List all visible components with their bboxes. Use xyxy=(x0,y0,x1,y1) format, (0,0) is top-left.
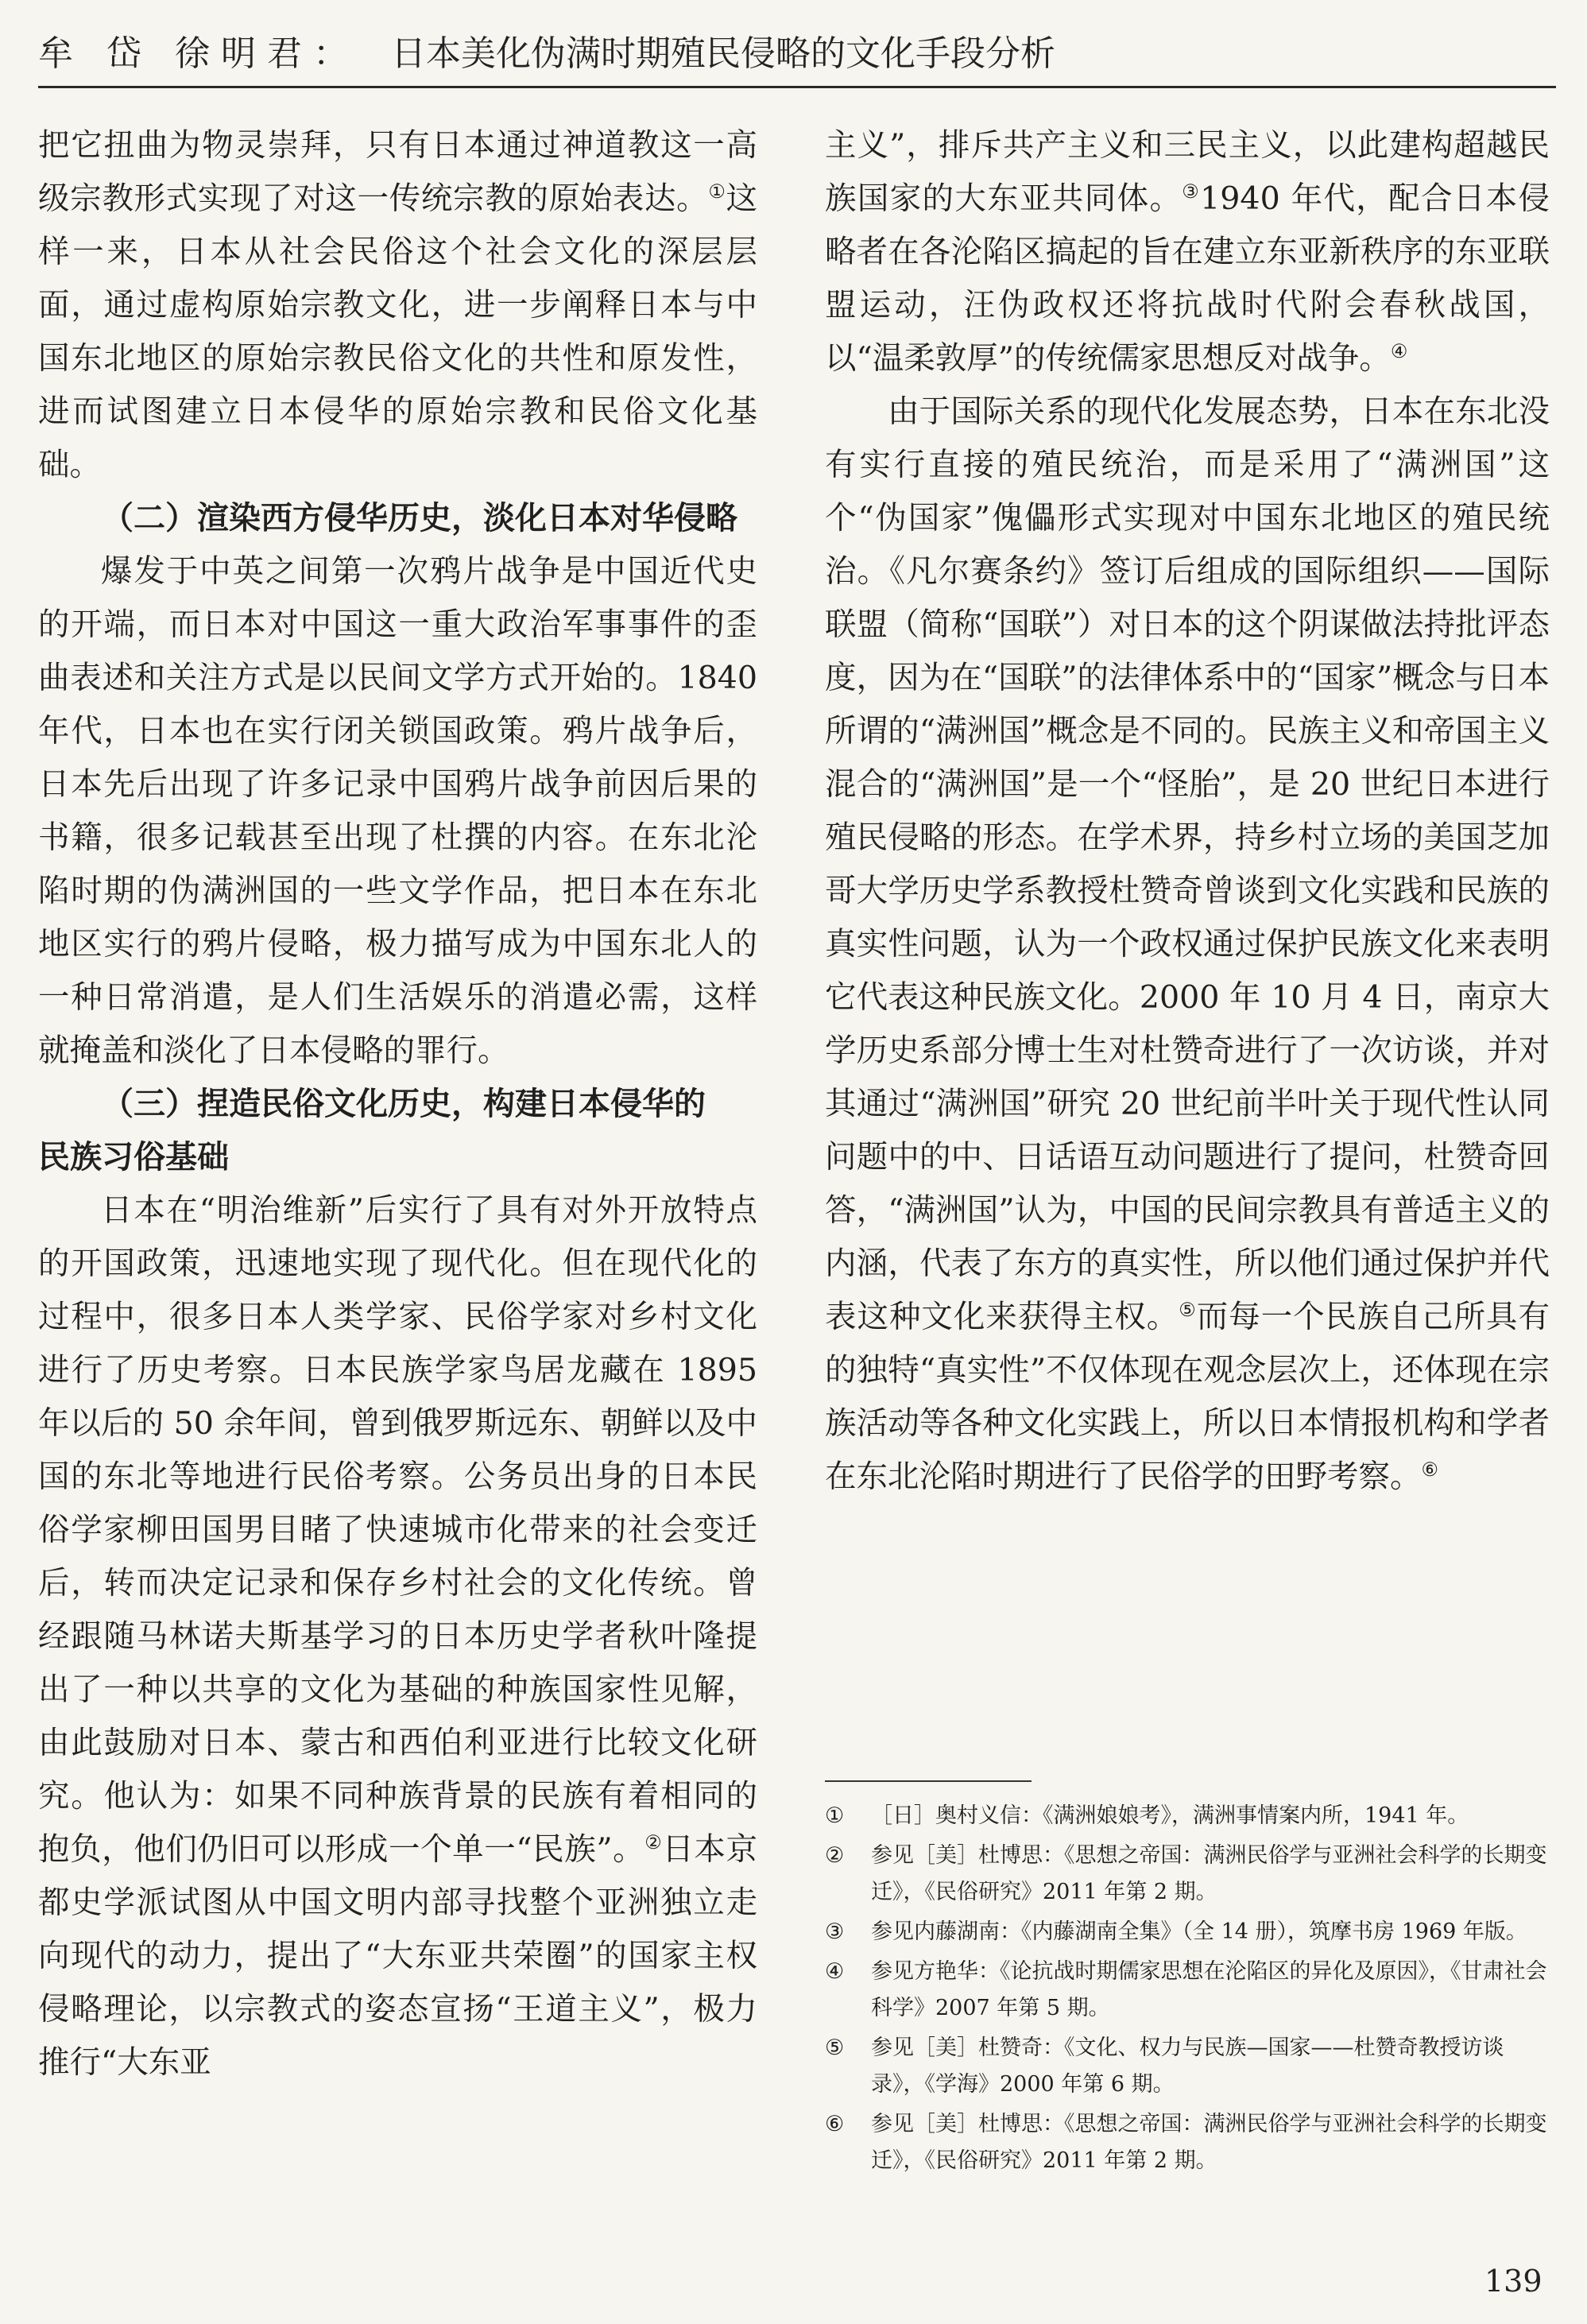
paragraph: 爆发于中英之间第一次鸦片战争是中国近代史的开端，而日本对中国这一重大政治军事事件的歪曲表述和关注方式是以民间文学方式开始的。1840 年代，日本也在实行闭关锁国政策。鸦片战争后，日本先后出现了许多记录中国鸦片战争前因后果的书籍，很多记载甚至出现了杜撰的内容。在东北沦陷时期的伪满洲国的一些文学作品，把日本在东北地区实行的鸦片侵略，极力描写成为中国东北人的一种日常消遣，是人们生活娱乐的消遣必需，这样就掩盖和淡化了日本侵略的罪行。 xyxy=(38,553,757,1069)
footnote-ref[interactable]: ④ xyxy=(1390,340,1408,362)
footnote: ① ［日］奥村义信：《满洲娘娘考》，满洲事情案内所，1941 年。 xyxy=(825,1803,1469,1828)
footnote-ref[interactable]: ② xyxy=(644,1831,663,1853)
footnote: ⑥ 参见［美］杜博思：《思想之帝国：满洲民俗学与亚洲社会科学的长期变迁》，《民俗研究》2011 年第 2 期。 xyxy=(825,2112,1547,2173)
footnote-ref[interactable]: ① xyxy=(708,180,726,203)
footnote-divider xyxy=(825,1780,1032,1782)
section-heading: （二）渲染西方侵华历史，淡化日本对华侵略 xyxy=(102,500,737,536)
header-authors: 牟 岱 徐明君： xyxy=(38,33,359,74)
left-column xyxy=(38,119,757,2090)
paragraph: 由于国际关系的现代化发展态势，日本在东北没有实行直接的殖民统治，而是采用了“满洲国”这个“伪国家”傀儡形式实现对中国东北地区的殖民统治。《凡尔赛条约》签订后组成的国际组织——国际联盟（简称“国联”）对日本的这个阴谋做法持批评态度，因为在“国联”的法律体系中的“国家”概念与日本所谓的“满洲国”概念是不同的。民族主义和帝国主义混合的“满洲国”是一个“怪胎”，是 20 世纪日本进行殖民侵略的形态。在学术界，持乡村立场的美国芝加哥大学历史学系教授杜赞奇曾谈到文化实践和民族的真实性问题，认为一个政权通过保护民族文化来表明它代表这种民族文化。2000 年 10 月 4 日，南京大学历史系部分博士生对杜赞奇进行了一次访谈，并对其通过“满洲国”研究 20 世纪前半叶关于现代性认同问题中的中、日话语互动问题进行了提问，杜赞奇回答，“满洲国”认为，中国的民间宗教具有普适主义的内涵，代表了东方的真实性，所以他们通过保护并代表这种文化来获得主权。⑤而每一个民族自己所具有的独特“真实性”不仅体现在观念层次上，还体现在宗族活动等各种文化实践上，所以日本情报机构和学者在东北沦陷时期进行了民俗学的田野考察。⑥ xyxy=(825,393,1550,1495)
footnote: ⑤ 参见［美］杜赞奇：《文化、权力与民族—国家——杜赞奇教授访谈录》，《学海》2000 年第 6 期。 xyxy=(825,2035,1504,2097)
page-number: 139 xyxy=(1484,2264,1542,2299)
footnote: ② 参见［美］杜博思：《思想之帝国：满洲民俗学与亚洲社会科学的长期变迁》，《民俗研究》2011 年第 2 期。 xyxy=(825,1843,1547,1904)
section-heading: （三）捏造民俗文化历史，构建日本侵华的 民族习俗基础 xyxy=(38,1086,706,1176)
paragraph: 日本在“明治维新”后实行了具有对外开放特点的开国政策，迅速地实现了现代化。但在现代化的过程中，很多日本人类学家、民俗学家对乡村文化进行了历史考察。日本民族学家鸟居龙藏在 1895 年以后的 50 余年间，曾到俄罗斯远东、朝鲜以及中国的东北等地进行民俗考察。公务员出身的日本民俗学家柳田国男目睹了快速城市化带来的社会变迁后，转而决定记录和保存乡村社会的文化传统。曾经跟随马林诺夫斯基学习的日本历史学者秋叶隆提出了一种以共享的文化为基础的种族国家性见解，由此鼓励对日本、蒙古和西伯利亚进行比较文化研究。他认为：如果不同种族背景的民族有着相同的抱负，他们仍旧可以形成一个单一“民族”。②日本京都史学派试图从中国文明内部寻找整个亚洲独立走向现代的动力，提出了“大东亚共荣圈”的国家主权侵略理论，以宗教式的姿态宣扬“王道主义”，极力推行“大东亚 xyxy=(38,1192,758,2081)
header-title: 日本美化伪满时期殖民侵略的文化手段分析 xyxy=(390,33,1055,74)
paragraph: 主义”，排斥共产主义和三民主义，以此建构超越民族国家的大东亚共同体。③1940 年代，配合日本侵略者在各沦陷区搞起的旨在建立东亚新秩序的东亚联盟运动，汪伪政权还将抗战时代附会春秋战国，以“温柔敦厚”的传统儒家思想反对战争。④ xyxy=(825,127,1550,377)
footnote-ref[interactable]: ⑥ xyxy=(1421,1458,1439,1481)
footnotes xyxy=(825,1798,1550,2183)
footnote: ③ 参见内藤湖南：《内藤湖南全集》（全 14 册），筑摩书房 1969 年版。 xyxy=(825,1919,1527,1944)
footnote-ref[interactable]: ⑤ xyxy=(1179,1299,1197,1321)
footnote-ref[interactable]: ③ xyxy=(1182,180,1201,203)
running-header xyxy=(38,14,1556,88)
footnote: ④ 参见方艳华：《论抗战时期儒家思想在沦陷区的异化及原因》，《甘肃社会科学》2007 年第 5 期。 xyxy=(825,1959,1547,2020)
paragraph: 把它扭曲为物灵崇拜，只有日本通过神道教这一高级宗教形式实现了对这一传统宗教的原始表达。①这样一来，日本从社会民俗这个社会文化的深层层面，通过虚构原始宗教文化，进一步阐释日本与中国东北地区的原始宗教民俗文化的共性和原发性，进而试图建立日本侵华的原始宗教和民俗文化基础。 xyxy=(38,127,758,483)
right-column xyxy=(825,119,1550,1504)
